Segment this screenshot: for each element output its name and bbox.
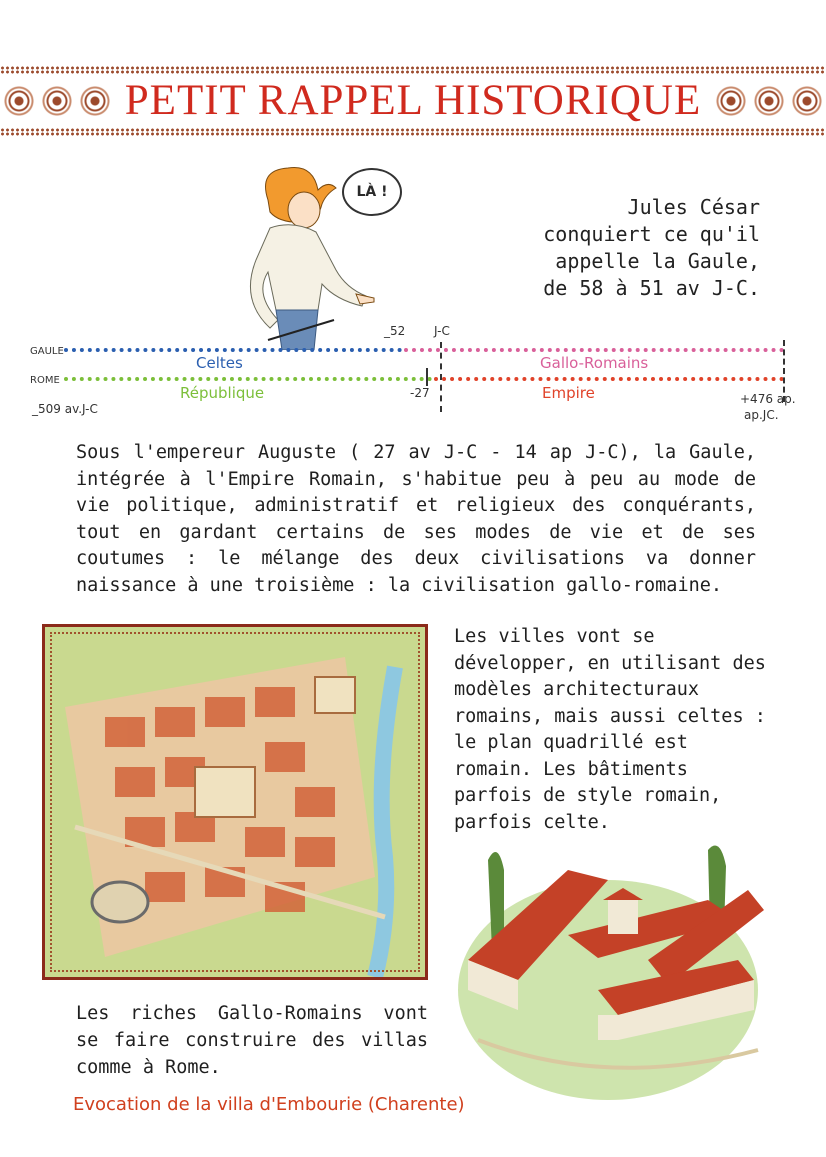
date-start: _509 av.J-C: [32, 402, 98, 416]
rosette-icon: [3, 85, 35, 117]
villa-caption: Evocation de la villa d'Embourie (Charente): [73, 1094, 465, 1115]
celtes-line: [64, 348, 402, 352]
date-end-line1: +476 ap.: [740, 392, 796, 406]
minus27-marker: [426, 368, 428, 386]
banner-border-bottom: [0, 128, 826, 136]
banner-border-top: [0, 66, 826, 74]
rosette-icon: [79, 85, 111, 117]
gallo-romains-label: Gallo-Romains: [540, 354, 649, 372]
republique-label: République: [180, 384, 265, 402]
rosette-icon: [753, 85, 785, 117]
rosette-icon: [715, 85, 747, 117]
row-label-gaule: GAULE: [30, 346, 64, 357]
side-paragraph: Les villes vont se développer, en utilisant des modèles architecturaux romains, mais aussi celtes : le plan quadrillé est romain. Les bâtiments parfois de style romain, parfois celte.: [454, 626, 766, 833]
banner-ornament-left: [0, 78, 114, 124]
intro-line: de 58 à 51 av J-C.: [543, 276, 760, 300]
republique-line: [64, 377, 432, 381]
date-minus27: -27: [410, 386, 430, 400]
row-label-rome: ROME: [30, 375, 60, 386]
rosette-icon: [41, 85, 73, 117]
date-minus52: _52: [384, 324, 406, 338]
date-end-line2: ap.JC.: [744, 408, 779, 422]
date-jc: J-C: [434, 324, 450, 338]
jc-marker: [440, 342, 442, 412]
empire-line: [434, 377, 784, 381]
intro-text: [520, 194, 760, 302]
gallo-roman-city-illustration: [42, 624, 428, 980]
empire-label: Empire: [542, 384, 595, 402]
speech-bubble: LÀ !: [342, 168, 402, 216]
timeline: [0, 320, 826, 430]
rosette-icon: [791, 85, 823, 117]
intro-line: appelle la Gaule,: [555, 249, 760, 273]
villa-illustration: [458, 840, 764, 1100]
main-paragraph: Sous l'empereur Auguste ( 27 av J-C - 14 ap J-C), la Gaule, intégrée à l'Empire Romain, s'habitue peu à peu au mode de vie politique, administratif et religieux des conquérants, tout en gardant certains de ses modes de vie et de ses coutumes : le mélange des deux civilisations va donner naissance à une troisième : la civilisation gallo-romaine.: [76, 442, 756, 596]
bottom-paragraph: Les riches Gallo-Romains vont se faire construire des villas comme à Rome.: [76, 1003, 428, 1078]
intro-line: conquiert ce qu'il: [543, 222, 760, 246]
intro-line: Jules César: [627, 195, 760, 219]
celtes-label: Celtes: [196, 354, 243, 372]
map-inner-border: [50, 632, 420, 972]
banner-ornament-right: [712, 78, 826, 124]
header-banner: [0, 66, 826, 136]
page-title: PETIT RAPPEL HISTORIQUE: [124, 77, 702, 124]
gallo-romains-line: [404, 348, 784, 352]
